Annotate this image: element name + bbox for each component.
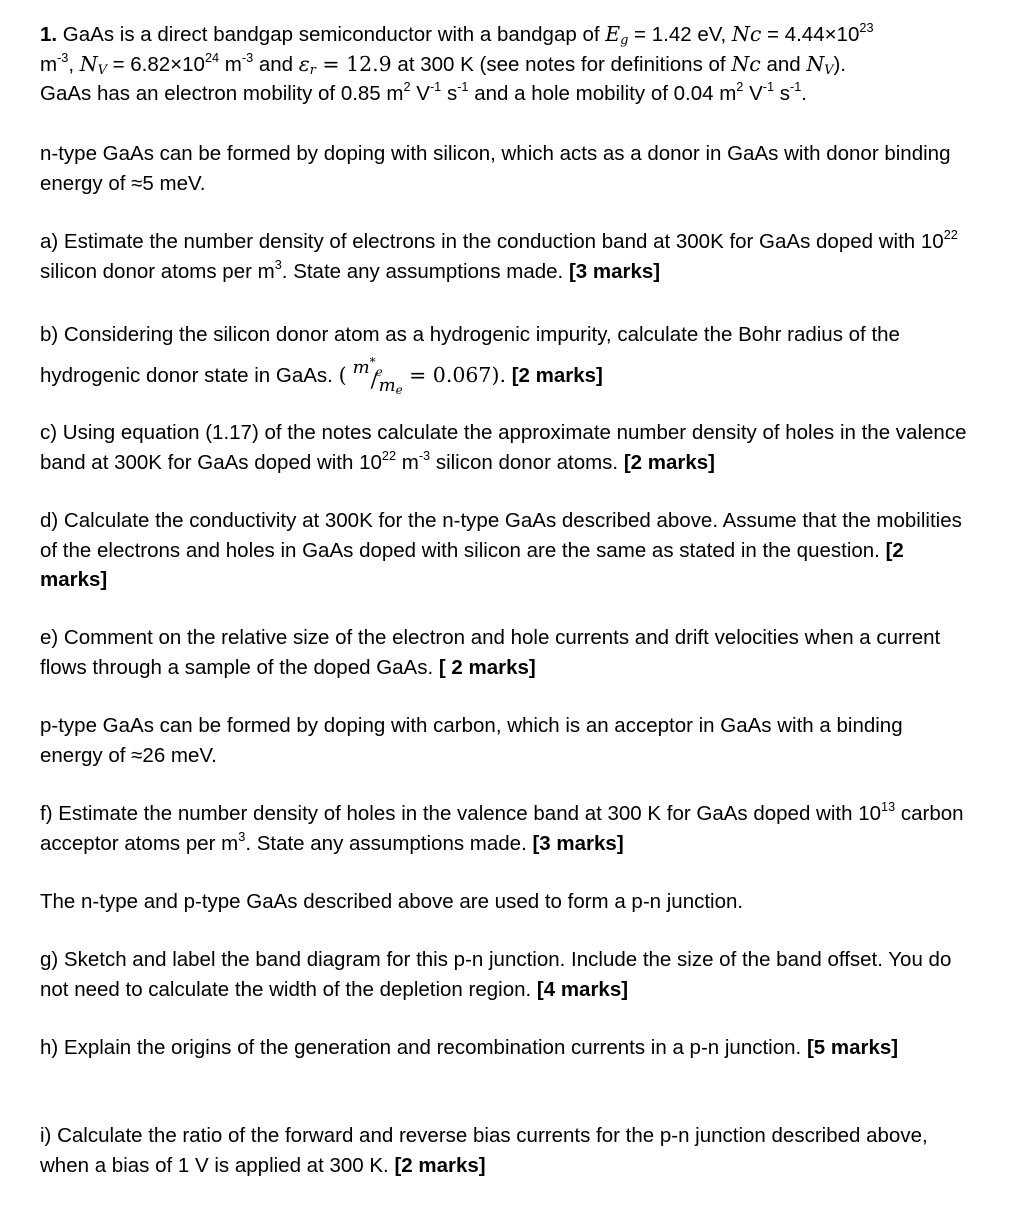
part-b: b) Considering the silicon donor atom as a hydrogenic impurity, calculate the Bohr radius of the hydrogenic donor state in GaAs. ( $m^*_e$ / $m_e$ = 0.067). [2 marks]: [40, 323, 900, 397]
marks-label: [4 marks]: [536, 977, 629, 1001]
marks-label: [5 marks]: [806, 1036, 899, 1059]
ptype-intro: p-type GaAs can be formed by doping with carbon, which is an acceptor in GaAs with a binding energy of ≈26 meV.: [40, 714, 903, 767]
part-f: f) Estimate the number density of holes in the valence band at 300 K for GaAs doped with $10^{13}$ carbon acceptor atoms per $m^3$. State any assumptions made. [3 marks]: [40, 799, 964, 855]
part-h: h) Explain the origins of the generation and recombination currents in a p-n junction. [5 marks]: [40, 1036, 899, 1059]
question-number: 1.: [40, 23, 58, 46]
effective-mass-ratio: $m^*_e$ / $m_e$: [352, 354, 403, 397]
question-1-intro: 1. GaAs is a direct bandgap semiconductor with a bandgap of $E_g = 1.42$ eV, $Nc = 4.44\times 10^{23}$ $m^{-3}$, $N_V = 6.82\times 10^{24}$ $m^{-3}$ and $\varepsilon_r = 12.9$ at 300 K (see notes for definitions of Nc and $N_V$). GaAs has an electron mobility of 0.85 $m^2$ $V^{-1}$ $s^{-1}$ and a hole mobility of 0.04 $m^2$ $V^{-1}$ $s^{-1}$.: [40, 20, 874, 105]
part-a: a) Estimate the number density of electrons in the conduction band at 300K for GaAs doped with $10^{22}$ silicon donor atoms per $m^3$. State any assumptions made. [3 marks]: [40, 227, 958, 283]
marks-label: [ 2 marks]: [438, 655, 536, 679]
bandgap-symbol: $E_g$: [605, 22, 629, 48]
nv-symbol: $N_V$: [79, 51, 107, 77]
marks-label: [2 marks]: [623, 450, 715, 474]
part-e: e) Comment on the relative size of the electron and hole currents and drift velocities when a current flows through a sample of the doped GaAs. [ 2 marks]: [40, 626, 941, 679]
part-i: i) Calculate the ratio of the forward and reverse bias currents for the p-n junction described above, when a bias of 1 V is applied at 300 K. [2 marks]: [40, 1124, 928, 1177]
permittivity-symbol: $\varepsilon_r$: [298, 51, 316, 77]
nc-symbol: Nc: [731, 22, 762, 46]
part-d: d) Calculate the conductivity at 300K for the n-type GaAs described above. Assume that the mobilities of the electrons and holes in GaAs doped with silicon are the same as stated in the question. [2 marks]: [40, 509, 962, 591]
part-c: c) Using equation (1.17) of the notes calculate the approximate number density of holes in the valence band at 300K for GaAs doped with $10^{22}$ $m^{-3}$ silicon donor atoms. [2 marks]: [40, 421, 967, 474]
marks-label: [3 marks]: [568, 259, 661, 283]
marks-label: [2 marks]: [394, 1153, 486, 1177]
ntype-intro: n-type GaAs can be formed by doping with silicon, which acts as a donor in GaAs with donor binding energy of ≈5 meV.: [40, 142, 951, 195]
pn-junction-intro: The n-type and p-type GaAs described above are used to form a p-n junction.: [40, 890, 744, 913]
marks-label: [2 marks]: [511, 364, 603, 387]
marks-label: [3 marks]: [532, 831, 624, 855]
part-g: g) Sketch and label the band diagram for this p-n junction. Include the size of the band offset. You do not need to calculate the width of the depletion region. [4 marks]: [40, 948, 952, 1001]
marks-label: [2 marks]: [40, 538, 904, 591]
